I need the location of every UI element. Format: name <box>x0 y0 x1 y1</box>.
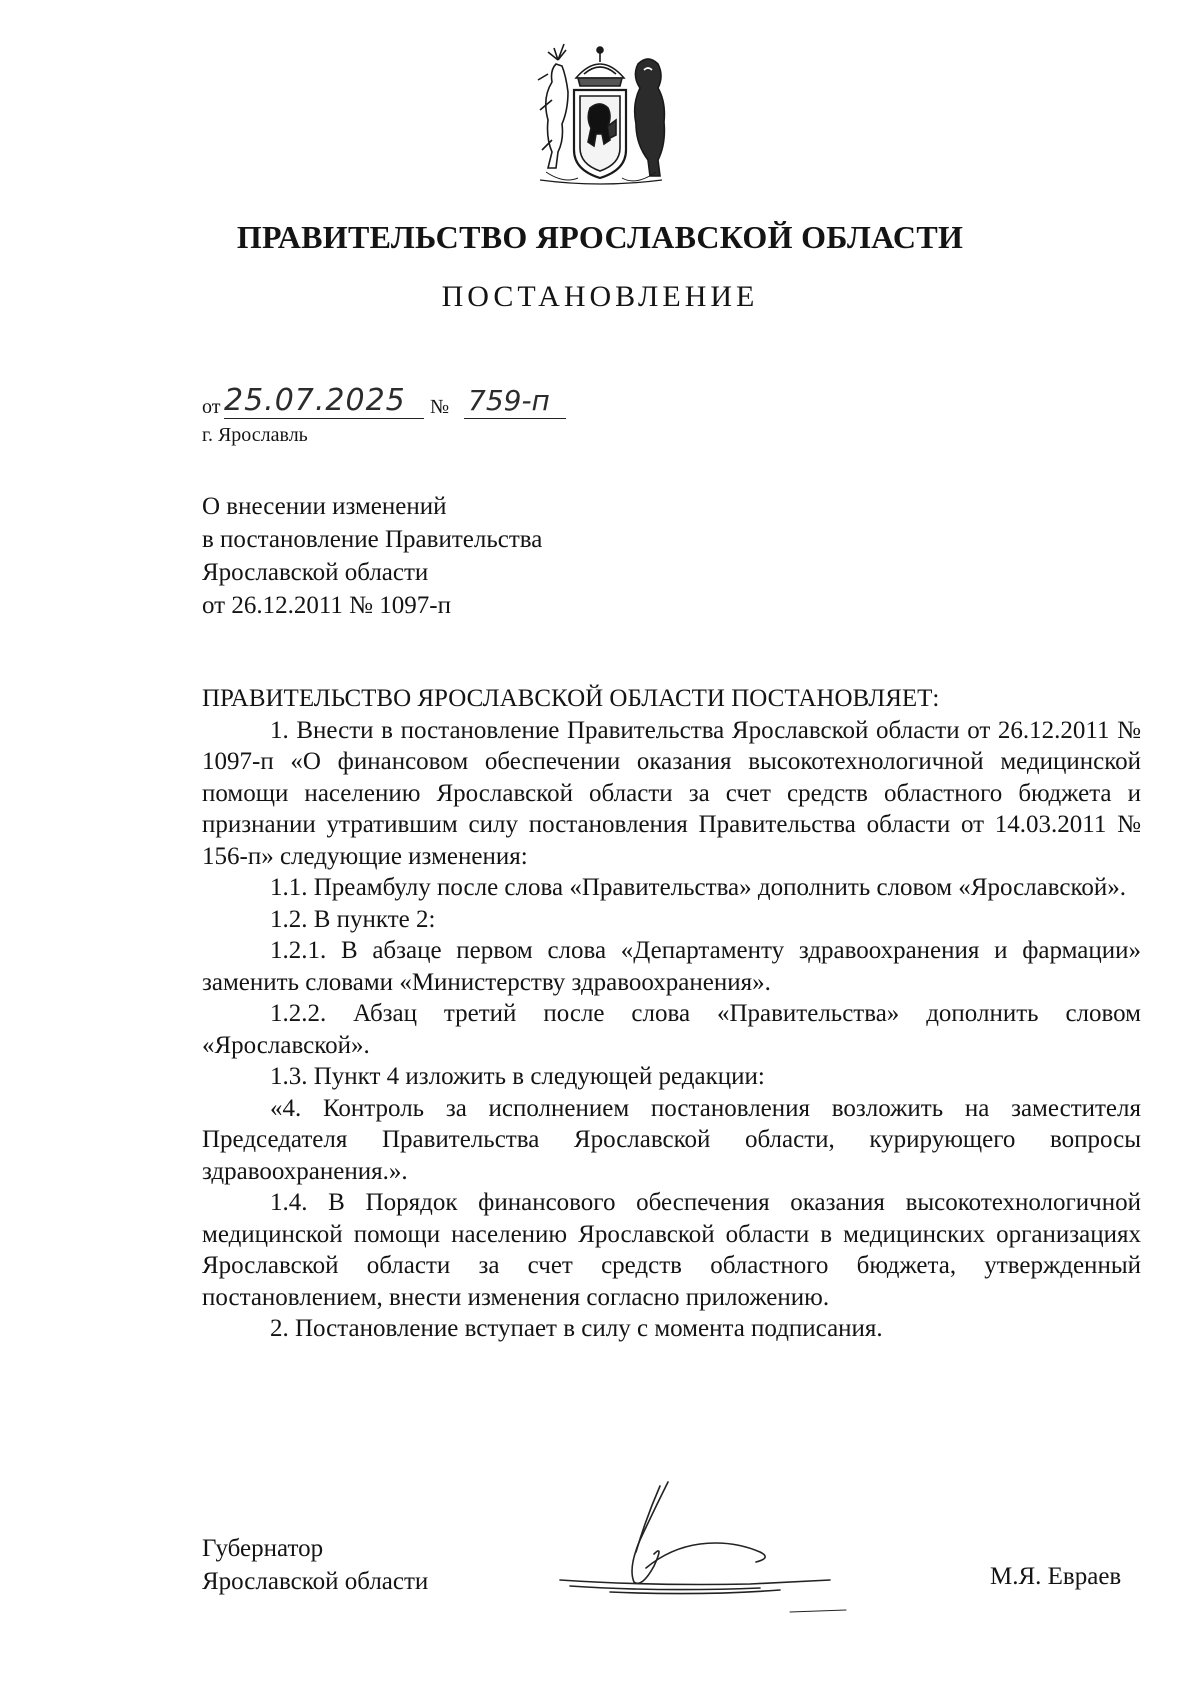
position-line: Ярославской области <box>202 1568 429 1595</box>
document-date: 25.07.2025 <box>224 384 424 419</box>
subject-line: в постановление Правительства <box>202 526 543 553</box>
city: г. Ярославль <box>202 424 308 446</box>
number-label: № <box>430 396 450 418</box>
document-number: 759-п <box>464 384 566 419</box>
paragraph-1-1: 1.1. Преамбулу после слова «Правительства» дополнить словом «Ярославской». <box>270 874 1127 901</box>
paragraph-1-2: 1.2. В пункте 2: <box>270 905 436 933</box>
resolution-intro: ПРАВИТЕЛЬСТВО ЯРОСЛАВСКОЙ ОБЛАСТИ ПОСТАНОВЛЯЕТ: <box>202 685 940 712</box>
date-label: от <box>202 396 221 418</box>
paragraph-1-4: 1.4. В Порядок финансового обеспечения оказания высокотехнологичной медицинской помощи населению Ярославской области в медицинских организациях Ярославской области за счет средств областного бюджета, утвержденный постановлением, внести изменения согласно приложению. <box>202 1189 1141 1311</box>
position-line: Губернатор <box>202 1535 324 1562</box>
subject-line: Ярославской области <box>202 559 429 586</box>
subject-line: О внесении изменений <box>202 493 447 520</box>
document-body <box>202 683 1141 1345</box>
paragraph-1: 1. Внести в постановление Правительства Ярославской области от 26.12.2011 № 1097-п «О финансовом обеспечении оказания высокотехнологичной медицинской помощи населению Ярославской области за счет средств областного бюджета и признании утратившим силу постановления Правительства области от 14.03.2011 № 156-п» следующие изменения: <box>202 716 1141 870</box>
paragraph-1-3: 1.3. Пункт 4 изложить в следующей редакции: <box>270 1063 765 1090</box>
organization-title: ПРАВИТЕЛЬСТВО ЯРОСЛАВСКОЙ ОБЛАСТИ <box>236 219 964 255</box>
signatory-position <box>202 1532 428 1598</box>
coat-of-arms-icon <box>528 40 673 192</box>
signatory-name: М.Я. Евраев <box>990 1563 1122 1590</box>
document-subject <box>202 490 542 622</box>
paragraph-2: 2. Постановление вступает в силу с момента подписания. <box>270 1315 883 1342</box>
paragraph-1-2-2: 1.2.2. Абзац третий после слова «Правительства» дополнить словом «Ярославской». <box>202 1000 1141 1059</box>
subject-line: от 26.12.2011 № 1097-п <box>202 592 451 619</box>
document-type-title: ПОСТАНОВЛЕНИЕ <box>441 280 759 313</box>
handwritten-signature-icon <box>550 1470 850 1620</box>
paragraph-1-2-1: 1.2.1. В абзаце первом слова «Департаменту здравоохранения и фармации» заменить словами «Министерству здравоохранения». <box>202 937 1141 996</box>
paragraph-quoted-4: «4. Контроль за исполнением постановления возложить на заместителя Председателя Правительства Ярославской области, курирующего вопросы здравоохранения.». <box>202 1094 1141 1185</box>
